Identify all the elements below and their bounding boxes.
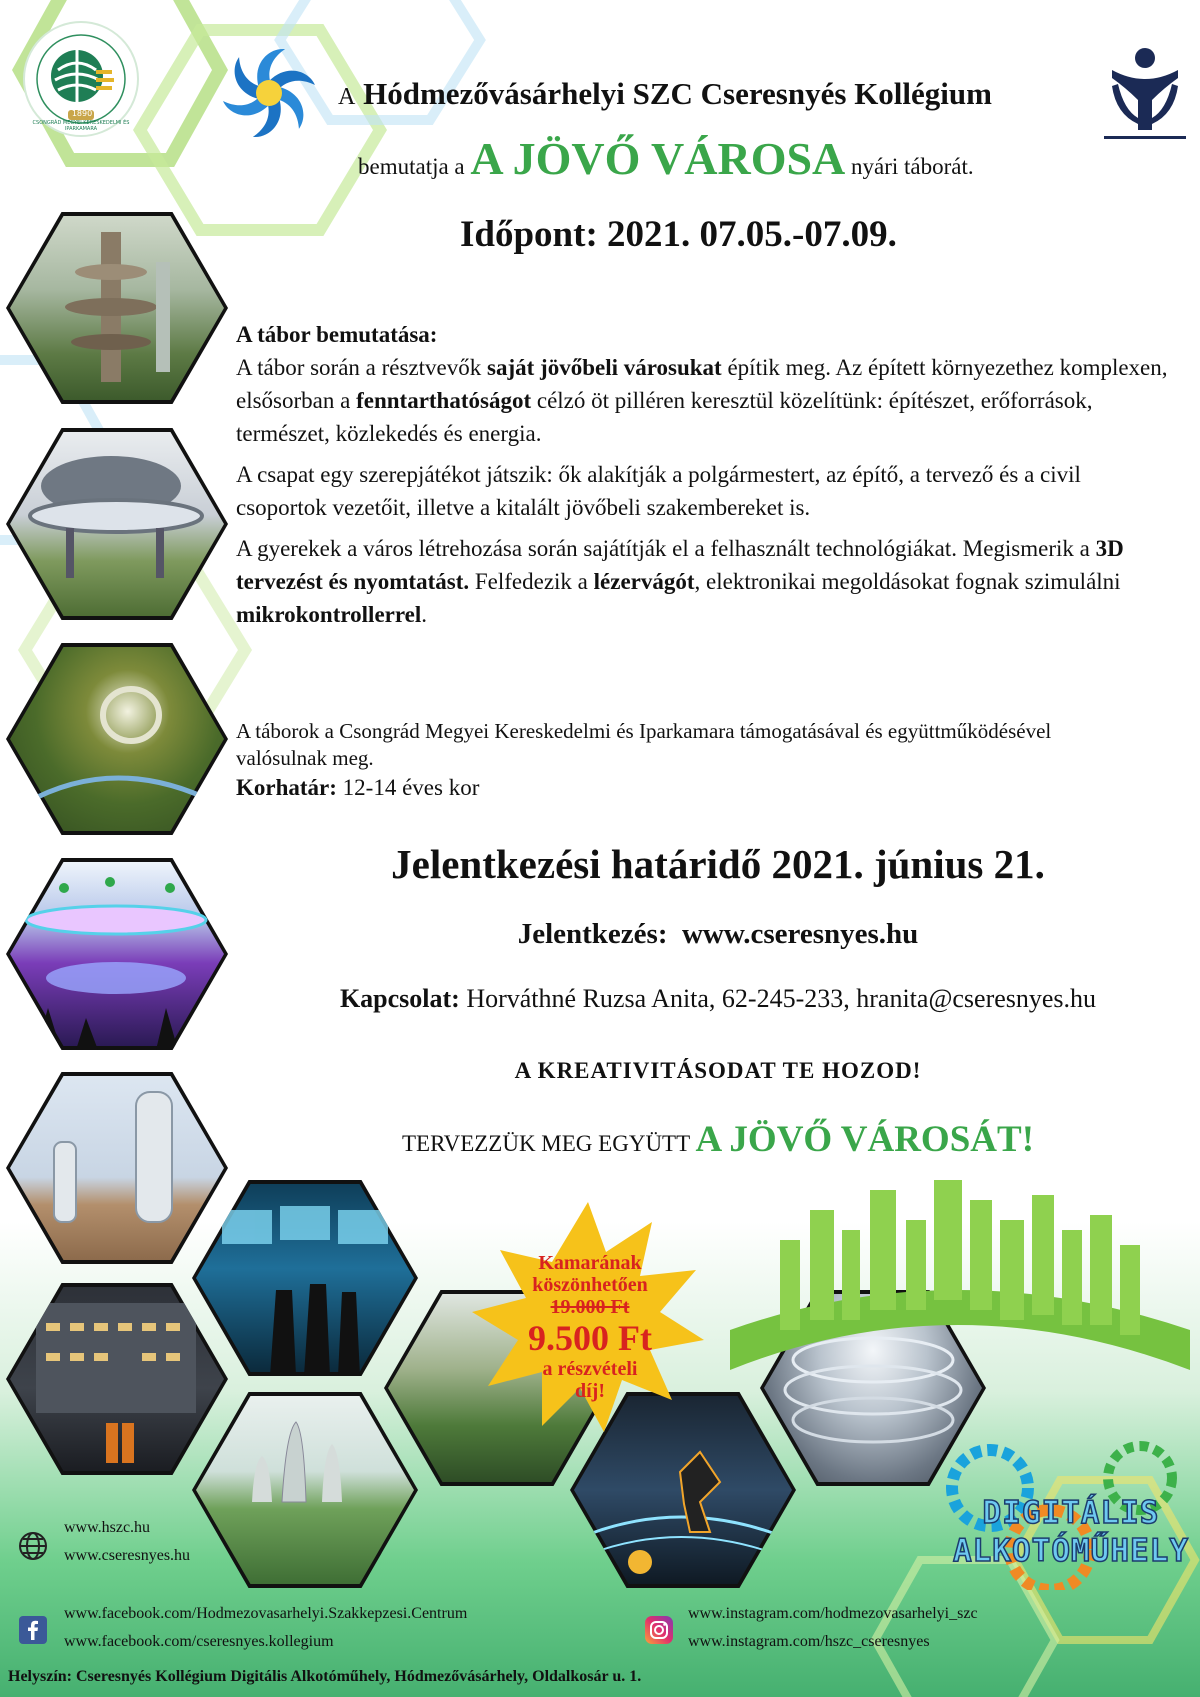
instagram-link-szc[interactable]: www.instagram.com/hodmezovasarhelyi_szc — [688, 1605, 978, 1622]
header-prefix: A — [338, 84, 356, 110]
p3-text-3: , elektronikai megoldásokat fognak szimulálni — [694, 569, 1121, 594]
intro-paragraph-3 — [236, 532, 1176, 631]
contact-label: Kapcsolat: — [339, 984, 460, 1013]
registration-label: Jelentkezés: — [517, 918, 668, 950]
organization-name: Hódmezővásárhelyi SZC Cseresnyés Kollégium — [363, 76, 992, 111]
header-title-line — [358, 132, 974, 185]
instagram-icon — [645, 1616, 673, 1644]
header-org-line — [338, 76, 992, 112]
support-section — [236, 718, 1116, 801]
p1-bold-2: fenntarthatóságot — [356, 388, 532, 413]
web-links — [64, 1514, 190, 1570]
support-text: A táborok a Csongrád Megyei Kereskedelmi és Iparkamara támogatásával és együttműködésével valósulnak meg. — [236, 719, 1052, 770]
chamber-logo-year: 1890 — [71, 109, 93, 118]
contact-value: Horváthné Ruzsa Anita, 62-245-233, hranita@cseresnyes.hu — [466, 984, 1097, 1013]
badge-old-price: 19.000 Ft — [550, 1296, 630, 1318]
chamber-logo-text: CSONGRÁD MEGYEI KERESKEDELMI ÉS IPARKAMARA — [32, 120, 130, 132]
header-post-text: nyári táborát. — [851, 154, 974, 179]
person-logo-icon — [1100, 44, 1190, 144]
badge-line-1: Kamarának — [538, 1252, 642, 1274]
facebook-link-kollegium[interactable]: www.facebook.com/cseresnyes.kollegium — [64, 1633, 334, 1650]
instagram-links — [688, 1600, 978, 1656]
p3-text-2: Felfedezik a — [469, 569, 594, 594]
globe-icon — [17, 1530, 49, 1562]
p3-bold-1: 3D tervezést és nyomtatást. — [236, 536, 1124, 594]
age-value: 12-14 éves kor — [342, 775, 480, 800]
badge-line-3: a részvételi — [542, 1358, 638, 1380]
slogan-design-line — [236, 1118, 1200, 1161]
badge-line-2: köszönhetően — [532, 1274, 648, 1296]
slogan-creativity: A KREATIVITÁSODAT TE HOZOD! — [514, 1058, 922, 1083]
header-pre-text: bemutatja a — [358, 154, 465, 179]
brand-logo-text — [946, 1494, 1196, 1570]
contact-line — [236, 984, 1200, 1014]
event-date: Időpont: 2021. 07.05.-07.09. — [460, 214, 897, 255]
badge-new-price: 9.500 Ft — [528, 1318, 652, 1358]
facebook-icon — [19, 1616, 47, 1644]
badge-line-4: díj! — [575, 1380, 605, 1402]
intro-section — [236, 318, 1176, 631]
instagram-link-cseresnyes[interactable]: www.instagram.com/hszc_cseresnyes — [688, 1633, 930, 1650]
p3-text-4: . — [421, 602, 428, 627]
facebook-link-szc[interactable]: www.facebook.com/Hodmezovasarhelyi.Szakkepzesi.Centrum — [64, 1605, 468, 1622]
brand-line-2: ALKOTÓMŰHELY — [953, 1533, 1189, 1569]
web-link-hszc[interactable]: www.hszc.hu — [64, 1519, 151, 1536]
chamber-logo — [22, 20, 140, 138]
registration-deadline: Jelentkezési határidő 2021. június 21. — [391, 841, 1045, 887]
registration-line — [236, 918, 1200, 951]
facebook-links — [64, 1600, 467, 1656]
p1-text-2: építik meg. Az épített környezethez komplexen, elsősorban a — [236, 355, 1168, 413]
p3-text-1: A gyerekek a város létrehozása során sajátítják el a felhasznált technológiákat. Megismerik a — [236, 536, 1096, 561]
intro-heading: A tábor bemutatása: — [236, 322, 438, 347]
intro-paragraph-2: A csapat egy szerepjátékot játszik: ők alakítják a polgármestert, az építő, a tervező és a civil csoportok vezetőit, illetve a kitalált jövőbeli szakembereket is. — [236, 462, 1081, 520]
green-skyline-decoration — [720, 1170, 1190, 1370]
p1-text-3: célzó öt pilléren keresztül közelítünk: építészet, erőforrások, természet, közlekedés és energia. — [236, 388, 1093, 446]
p3-bold-2: lézervágót — [593, 569, 695, 594]
location-text: Helyszín: Cseresnyés Kollégium Digitális Alkotóműhely, Hódmezővásárhely, Oldalkosár u. 1. — [8, 1668, 642, 1685]
slogan-accent: A JÖVŐ VÁROSÁT! — [695, 1119, 1035, 1160]
camp-title: A JÖVŐ VÁROSA — [470, 133, 846, 184]
p3-bold-3: mikrokontrollerrel — [236, 602, 422, 627]
web-link-cseresnyes[interactable]: www.cseresnyes.hu — [64, 1547, 191, 1564]
slogan-pre: TERVEZZÜK MEG EGYÜTT — [401, 1131, 690, 1156]
intro-paragraph-1 — [236, 351, 1176, 450]
swirl-logo-icon — [218, 42, 320, 144]
registration-url-link[interactable]: www.cseresnyes.hu — [681, 918, 919, 950]
p1-bold-1: saját jövőbeli városukat — [487, 355, 722, 380]
age-label: Korhatár: — [236, 775, 337, 800]
brand-line-1: DIGITÁLIS — [982, 1495, 1160, 1531]
p1-text-1: A tábor során a résztvevők — [236, 355, 488, 380]
price-badge-text — [505, 1252, 675, 1402]
